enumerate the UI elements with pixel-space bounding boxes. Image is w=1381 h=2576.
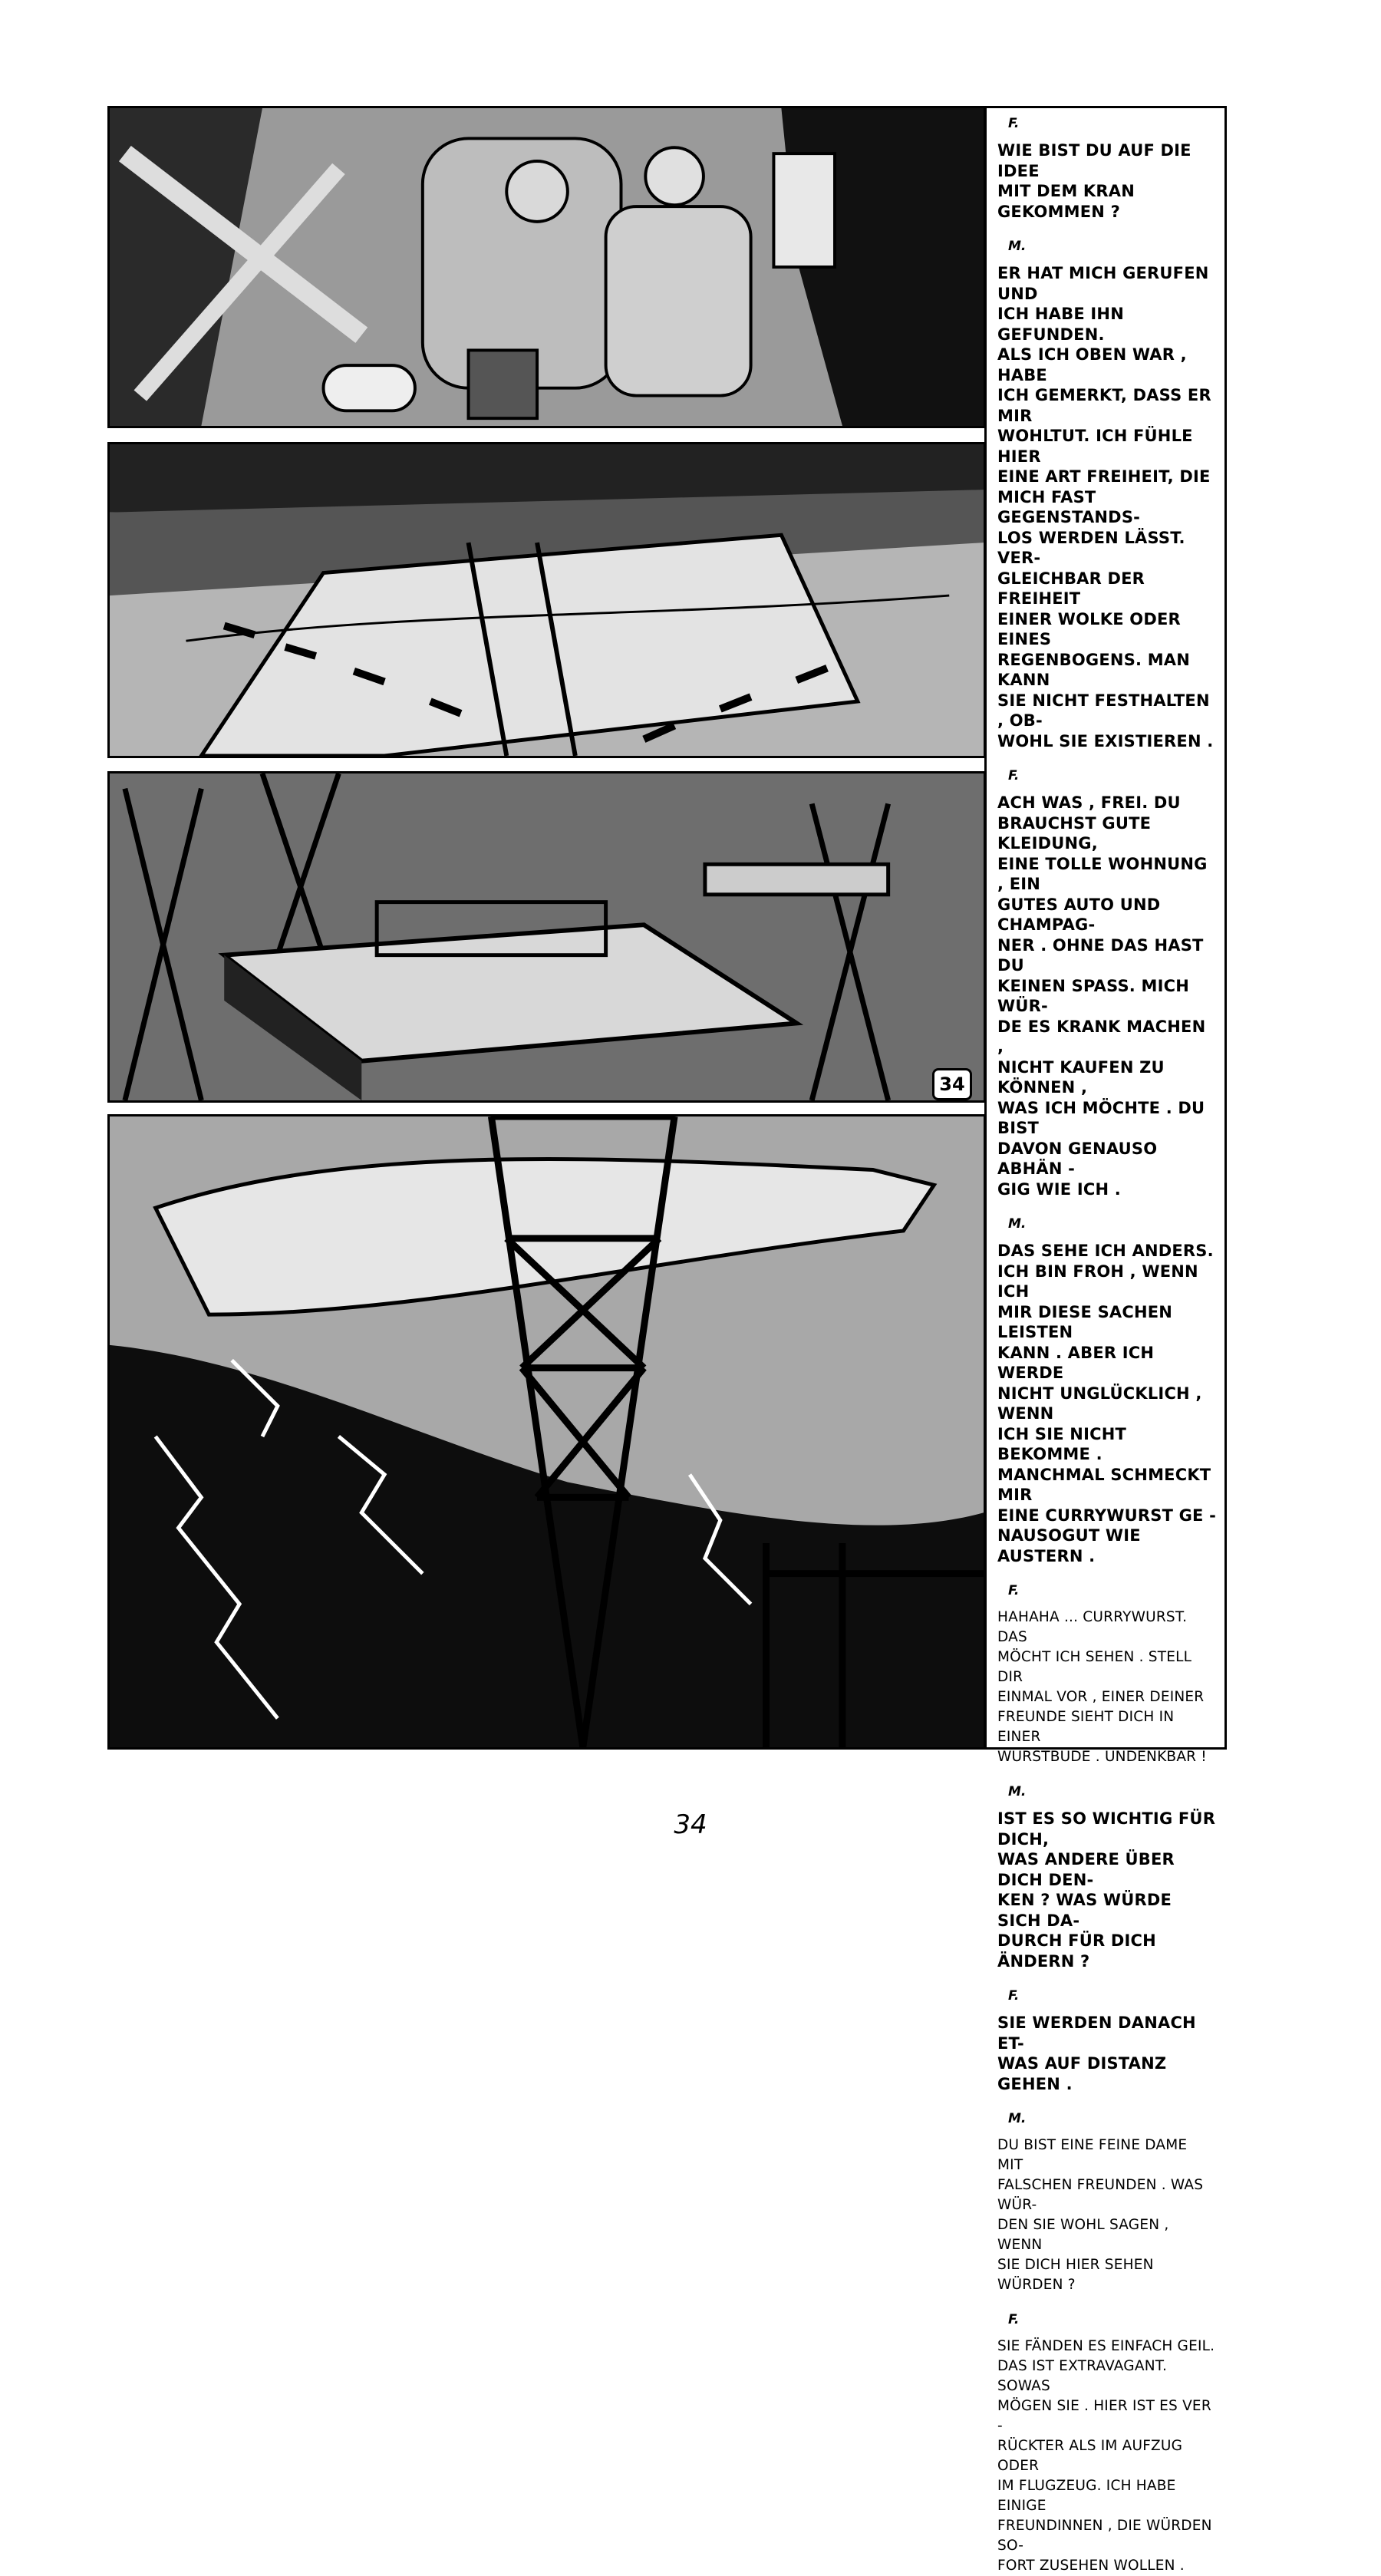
panel-1-crane-cabin (107, 106, 986, 428)
dialogue-text: SIE FÄNDEN ES EINFACH GEIL. DAS IST EXTRAVAGANT. SOWAS MÖGEN SIE . HIER IST ES VER - RÜCKTER ALS IM AUFZUG ODER IM FLUGZEUG. ICH HABE EINIGE FREUNDINNEN , DIE WÜRDEN SO- FORT ZUSEHEN WOLLEN . (997, 2338, 1215, 2574)
panel-4-airplane-lightning (107, 1114, 986, 1750)
dialogue-text: ER HAT MICH GERUFEN UND ICH HABE IHN GEFUNDEN. ALS ICH OBEN WAR , HABE ICH GEMERKT, DASS ER MIR WOHLTUT. ICH FÜHLE HIER EINE ART FREIHEIT, DIE MICH FAST GEGENSTANDS- LOS WERDEN LÄSST. VER- GLEICHBAR DER FREIHEIT EINER WOLKE ODER EINES REGENBOGENS. MAN KANN SIE NICHT FESTHALTEN , OB- WOHL SIE EXISTIEREN . (997, 264, 1214, 750)
speaker-label: M. (1008, 1784, 1027, 1799)
panel-stamp: 34 (932, 1068, 972, 1100)
dialogue-text: HAHAHA ... CURRYWURST. DAS MÖCHT ICH SEHEN . STELL DIR EINMAL VOR , EINER DEINER FREUNDE SIEHT DICH IN EINER WURSTBUDE . UNDENKBAR ! (997, 1609, 1207, 1765)
dialogue-column (984, 106, 1227, 2574)
panel-3-illustration (110, 773, 984, 1100)
dialogue-block (997, 1784, 1217, 1971)
panel-2-rain-view (107, 442, 986, 758)
speaker-label: M. (1008, 239, 1027, 254)
panel-3-crane-storm (107, 771, 986, 1103)
speaker-label: F. (1008, 1988, 1020, 2004)
speaker-label: F. (1008, 116, 1020, 131)
speaker-label: M. (1008, 1216, 1027, 1232)
dialogue-block (997, 2312, 1217, 2576)
dialogue-text: ACH WAS , FREI. DU BRAUCHST GUTE KLEIDUNG, EINE TOLLE WOHNUNG , EIN GUTES AUTO UND CHAMPAG- NER . OHNE DAS HAST DU KEINEN SPASS. MICH WÜR- DE ES KRANK MACHEN , NICHT KAUFEN ZU KÖNNEN , WAS ICH MÖCHTE . DU BIST DAVON GENAUSO ABHÄN - GIG WIE ICH . (997, 793, 1208, 1199)
dialogue-text: IST ES SO WICHTIG FÜR DICH, WAS ANDERE ÜBER DICH DEN- KEN ? WAS WÜRDE SICH DA- DURCH FÜR DICH ÄNDERN ? (997, 1809, 1216, 1971)
speaker-label: M. (1008, 2111, 1027, 2126)
dialogue-text: WIE BIST DU AUF DIE IDEE MIT DEM KRAN GEKOMMEN ? (997, 141, 1191, 221)
speaker-label: F. (1008, 1583, 1020, 1598)
dialogue-block (997, 239, 1217, 751)
dialogue-block (997, 1988, 1217, 2094)
dialogue-block (997, 768, 1217, 1199)
dialogue-block (997, 2111, 1217, 2295)
dialogue-block (997, 1583, 1217, 1767)
dialogue-text: DAS SEHE ICH ANDERS. ICH BIN FROH , WENN ICH MIR DIESE SACHEN LEISTEN KANN . ABER ICH WERDE NICHT UNGLÜCKLICH , WENN ICH SIE NICHT BEKOMME . MANCHMAL SCHMECKT MIR EINE CURRYWURST GE - NAUSOGUT WIE AUSTERN . (997, 1242, 1217, 1565)
page-number: 34 (674, 1809, 707, 1840)
panel-1-illustration (110, 108, 984, 426)
panel-4-illustration (110, 1116, 984, 1747)
dialogue-block (997, 1216, 1217, 1566)
speaker-label: F. (1008, 2312, 1020, 2327)
dialogue-text: SIE WERDEN DANACH ET- WAS AUF DISTANZ GEHEN . (997, 2014, 1196, 2093)
dialogue-text: DU BIST EINE FEINE DAME MIT FALSCHEN FREUNDEN . WAS WÜR- DEN SIE WOHL SAGEN , WENN SIE DICH HIER SEHEN WÜRDEN ? (997, 2137, 1204, 2293)
dialogue-block (997, 116, 1217, 222)
panel-2-illustration (110, 444, 984, 756)
speaker-label: F. (1008, 768, 1020, 783)
